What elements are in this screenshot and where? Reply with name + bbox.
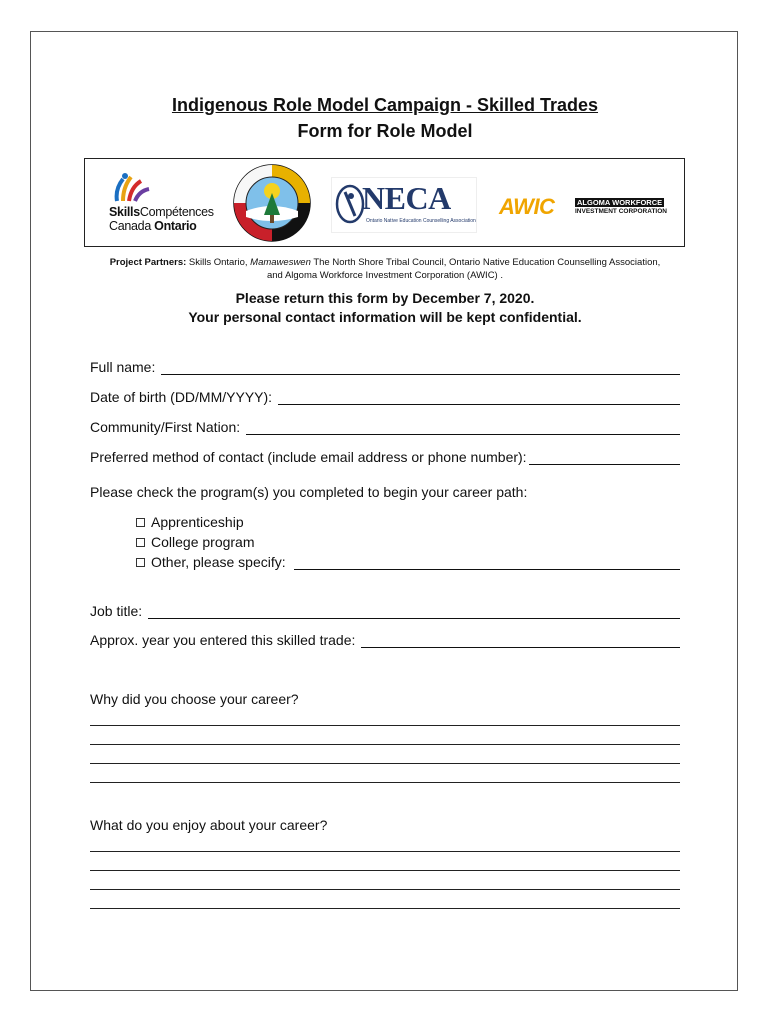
dob-line[interactable] [278,390,680,405]
college-program-label: College program [151,534,255,550]
project-partners [60,256,710,282]
contact-method-label: Preferred method of contact (include email address or phone number): [90,449,527,465]
return-deadline-notice: Please return this form by December 7, 2020. [235,290,535,306]
enjoy-answer-line[interactable] [90,851,680,852]
community-field[interactable] [90,417,680,435]
neca-logo [331,177,477,233]
partners-italic: Mamaweswen [250,257,311,268]
checkbox-other[interactable] [136,558,145,567]
partners-label: Project Partners: [109,257,187,268]
canada-logo-word: Canada [109,219,155,233]
year-entered-label: Approx. year you entered this skilled trade: [90,632,360,648]
why-answer-line[interactable] [90,744,680,745]
partners-text-line2: and Algoma Workforce Investment Corporation (AWIC) . [266,270,503,281]
full-name-field[interactable] [90,357,680,375]
why-career-question: Why did you choose your career? [90,691,299,707]
contact-method-line[interactable] [529,450,680,465]
year-entered-field[interactable] [90,630,680,648]
partner-logos-banner [84,158,685,247]
awic-logo [499,194,669,219]
awic-logo-text: AWIC [499,194,555,219]
apprenticeship-label: Apprenticeship [151,514,244,530]
neca-tagline: Ontario Native Education Counselling Association [366,218,476,224]
enjoy-career-question: What do you enjoy about your career? [90,817,328,833]
programs-question: Please check the program(s) you completed to begin your career path: [90,484,528,500]
checkbox-apprenticeship[interactable] [136,518,145,527]
full-name-line[interactable] [161,360,680,375]
awic-line2: INVESTMENT CORPORATION [575,208,667,215]
option-other[interactable] [136,552,680,570]
other-specify-line[interactable] [294,555,680,570]
other-label: Other, please specify: [151,554,290,570]
neca-logo-text: NECA [362,180,451,216]
partners-text-a: Skills Ontario, [186,257,251,268]
checkbox-college-program[interactable] [136,538,145,547]
form-subtitle: Form for Role Model [297,121,473,141]
why-answer-line[interactable] [90,725,680,726]
enjoy-answer-line[interactable] [90,870,680,871]
community-line[interactable] [246,420,680,435]
dob-field[interactable] [90,387,680,405]
form-title: Indigenous Role Model Campaign - Skilled Trades [171,95,599,115]
job-title-label: Job title: [90,603,147,619]
enjoy-answer-line[interactable] [90,908,680,909]
option-college-program[interactable] [136,532,255,550]
why-answer-line[interactable] [90,763,680,764]
contact-method-field[interactable] [90,447,680,465]
job-title-line[interactable] [148,604,680,619]
why-answer-line[interactable] [90,782,680,783]
dob-label: Date of birth (DD/MM/YYYY): [90,389,276,405]
community-label: Community/First Nation: [90,419,245,435]
skills-logo-word: Skills [109,205,140,219]
full-name-label: Full name: [90,359,160,375]
job-title-field[interactable] [90,601,680,619]
skills-hands-icon [113,171,153,207]
partners-text-b: The North Shore Tribal Council, Ontario Native Education Counselling Association, [310,257,661,268]
awic-line1: ALGOMA WORKFORCE [577,198,663,207]
competences-logo-word: Compétences [139,205,214,219]
mamaweswen-logo [232,163,312,243]
option-apprenticeship[interactable] [136,512,244,530]
skills-ontario-logo [107,171,222,235]
enjoy-answer-line[interactable] [90,889,680,890]
ontario-logo-word: Ontario [154,219,197,233]
year-entered-line[interactable] [361,633,680,648]
neca-figure-icon [335,184,365,224]
confidentiality-notice: Your personal contact information will be kept confidential. [188,309,582,325]
